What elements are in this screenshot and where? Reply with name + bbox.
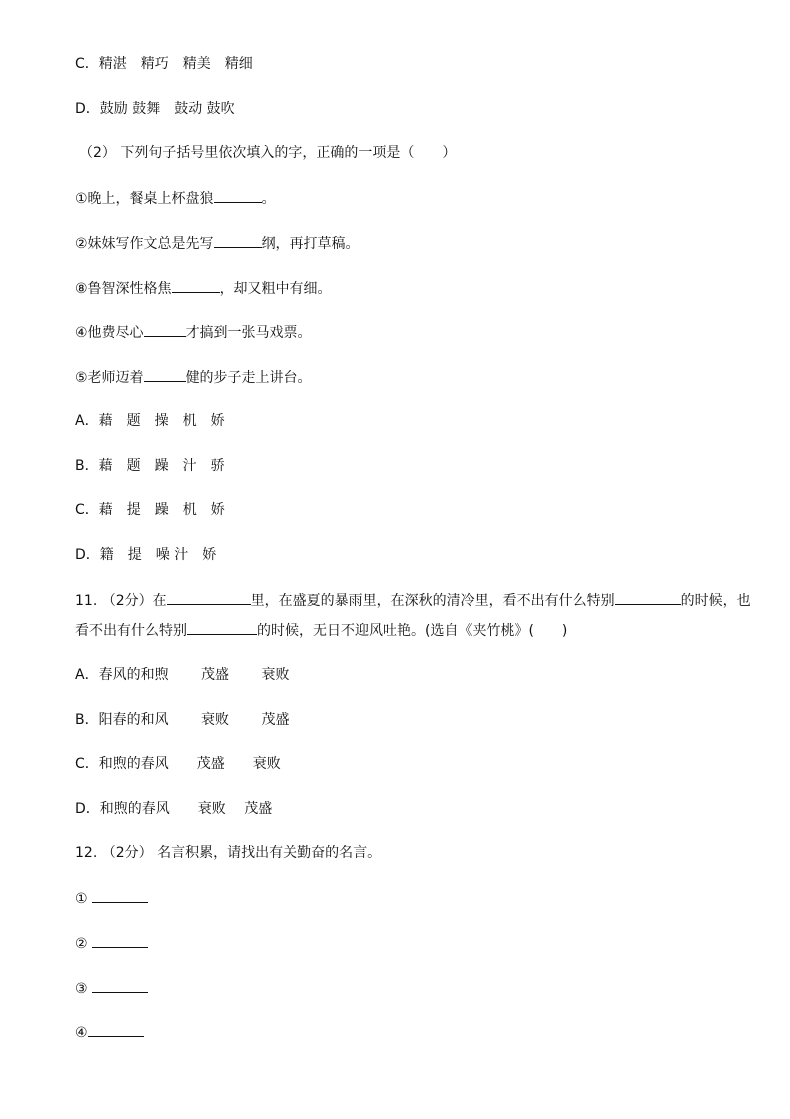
sentence-2 (75, 233, 360, 253)
q11-option-b: B．阳春的和风 衰败 茂盛 (75, 712, 290, 728)
item-1-marker: ① (75, 891, 93, 907)
answer-blank[interactable] (92, 933, 148, 948)
q11-text-a: 11. （2分）在 (75, 593, 167, 609)
sentence-1 (75, 188, 276, 208)
answer-blank[interactable] (214, 188, 262, 203)
sentence-3 (75, 278, 332, 298)
answer-blank[interactable] (172, 278, 220, 293)
answer-blank[interactable] (92, 978, 148, 993)
sentence-5-text: ⑤老师迈着 (75, 370, 144, 386)
q11-text-b: 里，在盛夏的暴雨里，在深秋的清冷里，看不出有什么特别 (250, 593, 615, 609)
item-4-marker: ④ (75, 1025, 88, 1041)
option-d: D．鼓励 鼓舞 鼓动 鼓吹 (75, 101, 235, 117)
answer-blank[interactable] (92, 888, 148, 903)
sub2-option-c: C．藉 提 躁 机 娇 (75, 502, 225, 518)
sentence-2-text: ②妹妹写作文总是先写 (75, 236, 214, 252)
sentence-5-end: 健的步子走上讲台。 (185, 370, 312, 386)
sub2-option-a: A．藉 题 操 机 娇 (75, 413, 225, 429)
answer-blank[interactable] (144, 367, 186, 382)
q11-text-e: 的时候，无日不迎风吐艳。(选自《夹竹桃》( ) (257, 623, 568, 639)
q11-text-d: 看不出有什么特别 (75, 623, 187, 639)
answer-blank[interactable] (88, 1022, 144, 1037)
question-11-stem-line-2 (75, 620, 567, 640)
sentence-3-text: ⑧鲁智深性格焦 (75, 281, 172, 297)
answer-blank[interactable] (167, 590, 251, 605)
question-11-stem-line-1 (75, 590, 751, 610)
sub-question-2-stem: （2） 下列句子括号里依次填入的字，正确的一项是（ ） (79, 145, 457, 161)
q11-option-a: A．春风的和煦 茂盛 衰败 (75, 667, 290, 683)
q11-text-c: 的时候，也 (680, 593, 751, 609)
item-2-marker: ② (75, 936, 93, 952)
sentence-4-end: 才搞到一张马戏票。 (185, 325, 312, 341)
quote-item-2 (75, 933, 148, 953)
q11-option-d: D．和煦的春风 衰败 茂盛 (75, 801, 273, 817)
answer-blank[interactable] (214, 233, 262, 248)
sentence-1-text: ①晚上，餐桌上杯盘狼 (75, 191, 214, 207)
sub2-option-d: D．籍 提 噪 汁 娇 (75, 547, 217, 563)
q11-option-c: C．和煦的春风 茂盛 衰败 (75, 756, 281, 772)
answer-blank[interactable] (187, 620, 257, 635)
sentence-1-end: 。 (261, 191, 276, 207)
answer-blank[interactable] (144, 322, 186, 337)
sentence-3-end: ，却又粗中有细。 (219, 281, 332, 297)
item-3-marker: ③ (75, 981, 93, 997)
sub2-option-b: B．藉 题 躁 汁 骄 (75, 458, 225, 474)
answer-blank[interactable] (615, 590, 681, 605)
sentence-4 (75, 322, 312, 342)
question-12-stem: 12. （2分） 名言积累，请找出有关勤奋的名言。 (75, 845, 382, 861)
quote-item-1 (75, 888, 148, 908)
sentence-2-end: 纲，再打草稿。 (261, 236, 360, 252)
sentence-5 (75, 367, 312, 387)
quote-item-4 (75, 1022, 144, 1042)
sentence-4-text: ④他费尽心 (75, 325, 144, 341)
option-c: C．精湛 精巧 精美 精细 (75, 56, 253, 72)
quote-item-3 (75, 978, 148, 998)
